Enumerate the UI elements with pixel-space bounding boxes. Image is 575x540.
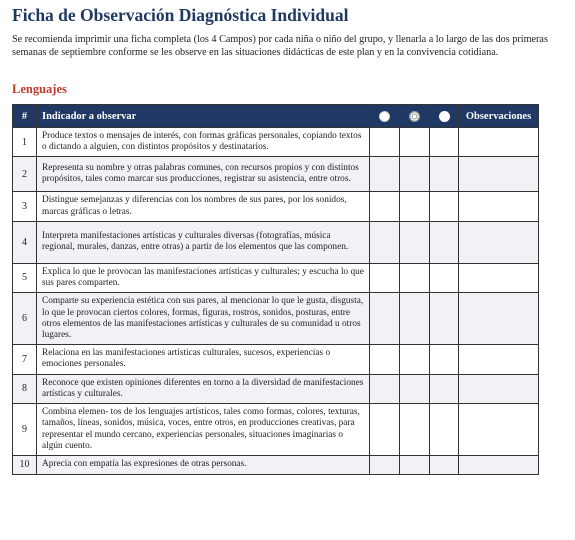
row-number: 8 xyxy=(13,374,37,403)
level-1-check-cell[interactable] xyxy=(370,456,400,475)
level-2-check-cell[interactable] xyxy=(400,374,430,403)
table-row xyxy=(13,221,539,263)
level-2-column-header xyxy=(400,105,430,128)
row-indicator-text: Produce textos o mensajes de interés, con formas gráficas personales, copiando textos o dictando a alguien, con distintos propósitos y destinatarios. xyxy=(37,128,370,157)
row-number: 10 xyxy=(13,456,37,475)
circle-light-icon xyxy=(379,111,390,122)
circle-pattern-icon xyxy=(409,111,420,122)
table-row xyxy=(13,192,539,221)
observations-cell[interactable] xyxy=(459,157,539,192)
observations-cell[interactable] xyxy=(459,192,539,221)
level-2-check-cell[interactable] xyxy=(400,404,430,456)
table-header-row xyxy=(13,105,539,128)
row-number: 2 xyxy=(13,157,37,192)
level-2-check-cell[interactable] xyxy=(400,157,430,192)
observations-cell[interactable] xyxy=(459,374,539,403)
table-row xyxy=(13,404,539,456)
level-1-check-cell[interactable] xyxy=(370,404,400,456)
number-column-header: # xyxy=(13,105,37,128)
level-2-check-cell[interactable] xyxy=(400,221,430,263)
observations-cell[interactable] xyxy=(459,404,539,456)
indicators-table xyxy=(12,104,539,475)
level-3-check-cell[interactable] xyxy=(430,374,459,403)
level-1-check-cell[interactable] xyxy=(370,192,400,221)
level-1-check-cell[interactable] xyxy=(370,263,400,292)
row-indicator-text: Explica lo que le provocan las manifestaciones artísticas y culturales; y escucha lo que sus pares comparten. xyxy=(37,263,370,292)
page-title: Ficha de Observación Diagnóstica Individual xyxy=(12,5,349,25)
row-indicator-text: Reconoce que existen opiniones diferentes en torno a la diversidad de manifestaciones artísticas y culturales. xyxy=(37,374,370,403)
section-heading: Lenguajes xyxy=(12,82,67,96)
level-2-check-cell[interactable] xyxy=(400,263,430,292)
level-2-check-cell[interactable] xyxy=(400,456,430,475)
level-1-check-cell[interactable] xyxy=(370,128,400,157)
row-indicator-text: Distingue semejanzas y diferencias con los nombres de sus pares, por los sonidos, marcas gráficas o letras. xyxy=(37,192,370,221)
observations-cell[interactable] xyxy=(459,221,539,263)
observations-cell[interactable] xyxy=(459,345,539,374)
row-number: 9 xyxy=(13,404,37,456)
level-1-check-cell[interactable] xyxy=(370,345,400,374)
table-row xyxy=(13,293,539,345)
level-1-check-cell[interactable] xyxy=(370,157,400,192)
row-number: 3 xyxy=(13,192,37,221)
row-indicator-text: Representa su nombre y otras palabras comunes, con recursos propios y con distintos propósitos, tales como marcar sus producciones, registrar su asistencia, entre otros. xyxy=(37,157,370,192)
level-2-check-cell[interactable] xyxy=(400,128,430,157)
level-1-check-cell[interactable] xyxy=(370,374,400,403)
table-row xyxy=(13,345,539,374)
level-3-column-header xyxy=(430,105,459,128)
observations-cell[interactable] xyxy=(459,456,539,475)
level-3-check-cell[interactable] xyxy=(430,221,459,263)
row-number: 7 xyxy=(13,345,37,374)
row-indicator-text: Aprecia con empatía las expresiones de otras personas. xyxy=(37,456,370,475)
observations-cell[interactable] xyxy=(459,293,539,345)
level-1-check-cell[interactable] xyxy=(370,293,400,345)
level-3-check-cell[interactable] xyxy=(430,192,459,221)
level-3-check-cell[interactable] xyxy=(430,404,459,456)
level-2-check-cell[interactable] xyxy=(400,293,430,345)
observations-column-header: Observaciones xyxy=(459,105,539,128)
level-3-check-cell[interactable] xyxy=(430,263,459,292)
table-row xyxy=(13,263,539,292)
level-1-column-header xyxy=(370,105,400,128)
level-3-check-cell[interactable] xyxy=(430,128,459,157)
level-2-check-cell[interactable] xyxy=(400,192,430,221)
level-3-check-cell[interactable] xyxy=(430,456,459,475)
level-3-check-cell[interactable] xyxy=(430,157,459,192)
row-indicator-text: Relaciona en las manifestaciones artísticas culturales, sucesos, experiencias o emociones personales. xyxy=(37,345,370,374)
row-indicator-text: Comparte su experiencia estética con sus pares, al mencionar lo que le gusta, disgusta, lo que le provocan ciertos colores, formas, figuras, rostros, sonidos, posturas, entre otros elementos de las manifestaciones artísticas y culturales de su comunidad u otros lugares. xyxy=(37,293,370,345)
intro-paragraph: Se recomienda imprimir una ficha completa (los 4 Campos) por cada niña o niño del grupo, y llenarla a lo largo de las dos primeras semanas de septiembre conforme se les observe en las situaciones didácticas de este plan y en la convivencia cotidiana. xyxy=(12,34,548,58)
table-row xyxy=(13,374,539,403)
table-row xyxy=(13,128,539,157)
circle-white-icon xyxy=(439,111,450,122)
row-number: 5 xyxy=(13,263,37,292)
indicator-column-header: Indicador a observar xyxy=(37,105,370,128)
row-number: 6 xyxy=(13,293,37,345)
row-number: 4 xyxy=(13,221,37,263)
observations-cell[interactable] xyxy=(459,263,539,292)
table-row xyxy=(13,157,539,192)
level-3-check-cell[interactable] xyxy=(430,293,459,345)
level-1-check-cell[interactable] xyxy=(370,221,400,263)
row-number: 1 xyxy=(13,128,37,157)
row-indicator-text: Combina elemen- tos de los lenguajes artísticos, tales como formas, colores, texturas, tamaños, líneas, sonidos, música, voces, entre otros, en producciones creativas, para representar el mundo cercano, experiencias personales, situaciones imaginarias o algún cuento. xyxy=(37,404,370,456)
level-3-check-cell[interactable] xyxy=(430,345,459,374)
table-row xyxy=(13,456,539,475)
observations-cell[interactable] xyxy=(459,128,539,157)
row-indicator-text: Interpreta manifestaciones artísticas y culturales diversas (fotografías, música regional, murales, danzas, entre otras) a partir de los elementos que las componen. xyxy=(37,221,370,263)
level-2-check-cell[interactable] xyxy=(400,345,430,374)
